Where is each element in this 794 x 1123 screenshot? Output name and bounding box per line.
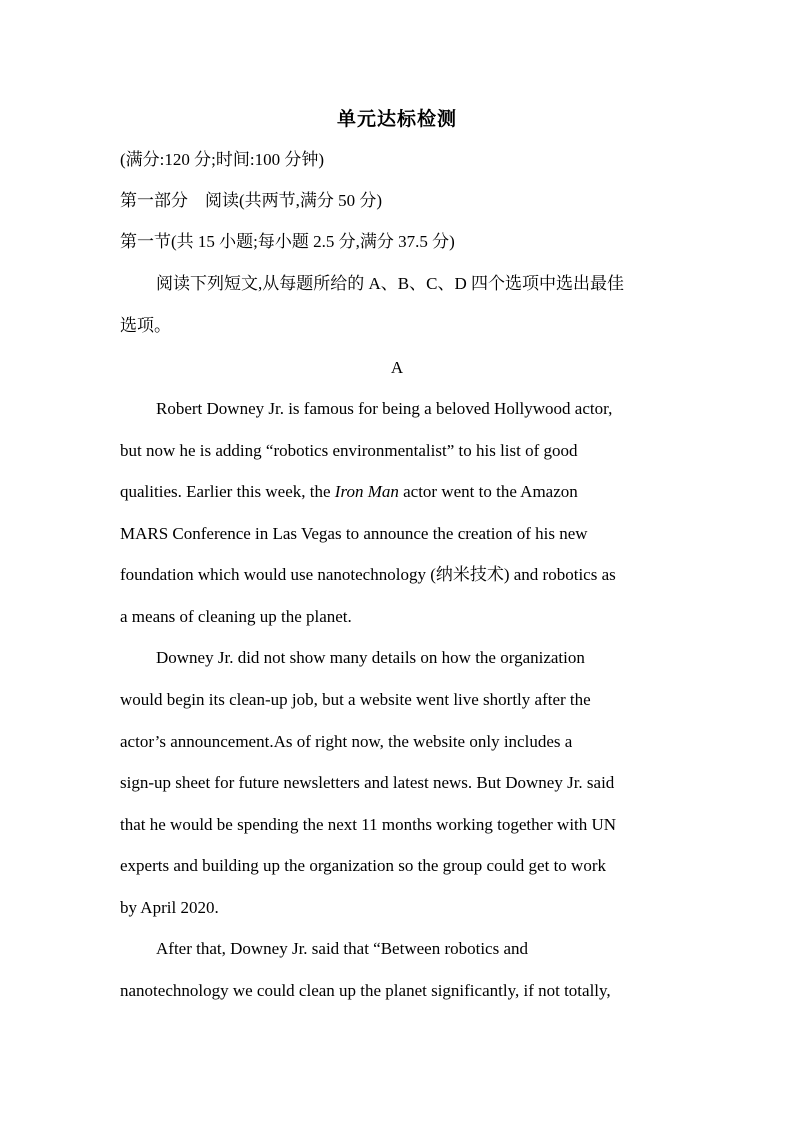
paragraph-1-line-2: but now he is adding “robotics environmentalist” to his list of good [120,441,578,460]
paragraph-2-line-6: experts and building up the organization so the group could get to work [120,856,606,875]
paragraph-3-line-1: After that, Downey Jr. said that “Between robotics and [156,939,529,958]
paragraph-1-line-4: MARS Conference in Las Vegas to announce the creation of his new [120,524,588,543]
passage-label: A [390,358,404,377]
paragraph-2-line-1: Downey Jr. did not show many details on how the organization [156,648,585,667]
part-heading: 第一部分 阅读(共两节,满分 50 分) [120,191,383,210]
paragraph-2-line-5: that he would be spending the next 11 months working together with UN [120,815,617,834]
italic-title: Iron Man [334,482,399,501]
paragraph-1-line-5: foundation which would use nanotechnology (纳米技术) and robotics as [120,565,616,584]
paragraph-2-line-3: actor’s announcement.As of right now, the website only includes a [120,732,573,751]
instruction-line-1: 阅读下列短文,从每题所给的 A、B、C、D 四个选项中选出最佳 [156,274,624,293]
paragraph-1-line-6: a means of cleaning up the planet. [120,607,352,626]
exam-meta: (满分:120 分;时间:100 分钟) [120,150,324,169]
instruction-line-2: 选项。 [120,316,171,335]
paragraph-3-line-2: nanotechnology we could clean up the planet significantly, if not totally, [120,981,611,1000]
paragraph-2-line-2: would begin its clean-up job, but a website went live shortly after the [120,690,591,709]
text-segment: qualities. Earlier this week, the [120,482,335,501]
section-heading: 第一节(共 15 小题;每小题 2.5 分,满分 37.5 分) [120,232,455,251]
text-segment: actor went to the Amazon [398,482,578,501]
page-title: 单元达标检测 [336,109,457,130]
paragraph-2-line-7: by April 2020. [120,898,219,917]
paragraph-2-line-4: sign-up sheet for future newsletters and latest news. But Downey Jr. said [120,773,615,792]
paragraph-1-line-3 [120,480,578,504]
paragraph-1-line-1: Robert Downey Jr. is famous for being a beloved Hollywood actor, [156,399,613,418]
